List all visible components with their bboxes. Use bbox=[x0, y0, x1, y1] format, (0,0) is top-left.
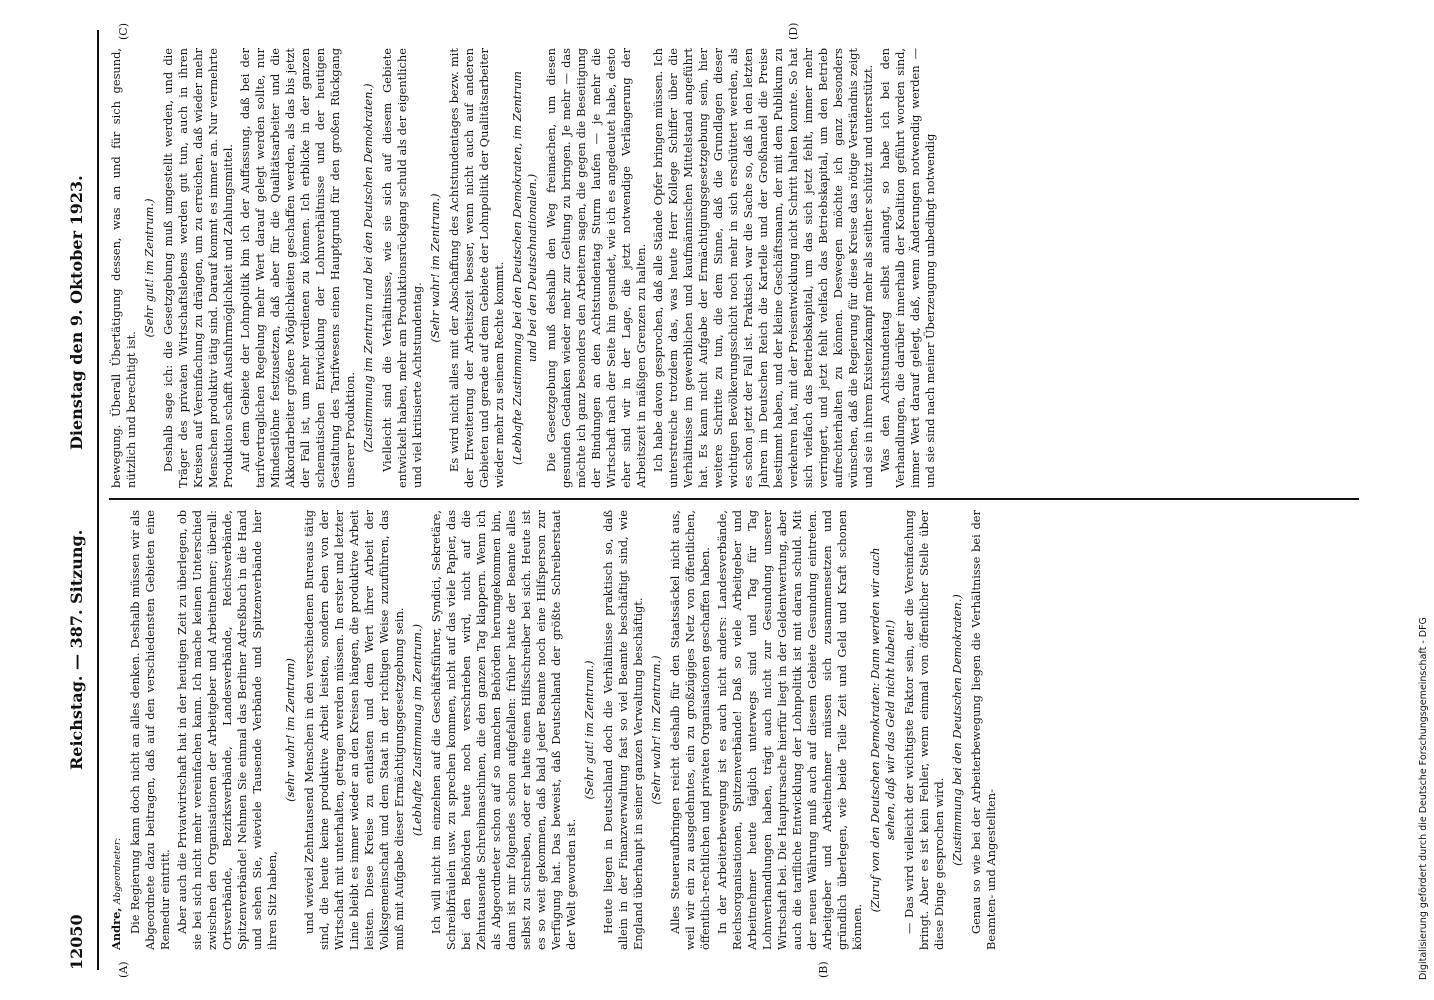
dfg-sidenote: Digitalisierung gefördert durch die Deutsche Forschungsgemeinschaft - DFG bbox=[1418, 617, 1429, 980]
interjection: (Zustimmung bei den Deutschen Demokraten.) bbox=[950, 594, 964, 866]
paragraph: Die Regierung kann doch nicht an alles denken. Deshalb müssen wir als Abgeordnete dazu beitragen, daß auf den verschiedensten Gebieten eine Remedur eintritt. bbox=[128, 510, 172, 950]
interjection: (Zustimmung im Zentrum und bei den Deutschen Demokraten.) bbox=[361, 83, 375, 453]
interjection: (Sehr wahr! im Zentrum.) bbox=[428, 193, 442, 343]
paragraph: Was den Achtstundentag selbst anlangt, so habe ich bei den Verhandlungen, die darüber innerhalb der Koalition geführt worden sind, immer Wert darauf gelegt, daß, wenn Änderungen notwendig werden — und sie sind nach meiner Überzeugung unbedingt notwendig bbox=[878, 48, 937, 488]
paragraph: Auf dem Gebiete der Lohnpolitik bin ich der Auffassung, daß bei der tarifvertraglichen Regelung mehr Wert darauf gelegt werden sollte, nur Mindestlöhne festzusetzen, daß aber für die Qualitätsarbeiter und die Akkordarbeiter größere Möglichkeiten geschaffen werden, als das bis jetzt der Fall ist, um mehr verdienen zu können. Ich erblicke in der ganzen schematischen Entwicklung der Lohnverhältnisse und der heutigen Gestaltung des Tarifwesens einen Hauptgrund für den großen Rückgang unserer Produktion. bbox=[238, 48, 357, 488]
paragraph: und wieviel Zehntausend Menschen in den verschiedenen Bureaus tätig sind, die heute keine produktive Arbeit leisten, sondern eben von der Wirtschaft mit unterhalten, getragen werden müssen. In erster und letzter Linie bleibt es immer wieder an den Kreisen hängen, die produktive Arbeit leisten. Diese Kreise zu entlasten und dem Wert ihrer Arbeit der Volksgemeinschaft und dem Staat in der richtigen Weise zuzuführen, das muß mit Aufgabe dieser Ermächtigungsgesetzgebung sein. bbox=[302, 510, 406, 950]
margin-mark-c: (C) bbox=[117, 23, 130, 40]
rotated-document-page bbox=[57, 22, 1377, 978]
speaker-name: Andre, bbox=[109, 907, 123, 950]
page-header bbox=[57, 30, 99, 970]
interjection: (Sehr gut! im Zentrum.) bbox=[582, 660, 596, 800]
margin-mark-b: (B) bbox=[817, 961, 830, 978]
speaker-note: Abgeordneter: bbox=[113, 837, 123, 905]
interjection: (Zuruf von den Deutschen Demokraten: Dann werden wir auch sehen, daß wir das Geld nicht haben!) bbox=[868, 547, 897, 913]
interjection: (Sehr wahr! im Zentrum.) bbox=[649, 655, 663, 805]
paragraph: Die Gesetzgebung muß deshalb den Weg freimachen, um diesen gesunden Gedanken wieder mehr zur Geltung zu bringen. Je mehr — das möchte ich ganz besonders den Arbeitern sagen, die gegen die Beseitigung der Bindungen an den Achtstundentag Sturm laufen — je mehr die Wirtschaft nach der Seite hin gesundet, wie ich es angedeutet habe, desto eher sind wir in der Lage, die jetzt notwendige Verlängerung der Arbeitszeit in mäßigen Grenzen zu halten. bbox=[544, 48, 648, 488]
header-date: Dienstag den 9. Oktober 1923. bbox=[67, 175, 86, 450]
paragraph: Alles Steueraufbringen reicht deshalb für den Staatssäckel nicht aus, weil wir ein zu ausgedehntes, ein zu großzügiges Netz von öffentlichen, öffentlich-rechtlichen und privaten Organisationen geschaffen haben. bbox=[668, 510, 712, 950]
interjection: (Lebhafte Zustimmung im Zentrum.) bbox=[410, 623, 424, 837]
paragraph: Es wird nicht alles mit der Abschaffung des Achtstundentages bezw. mit der Erweiterung der Arbeitszeit besser, wenn nicht auch auf anderen Gebieten und gerade auf dem Gebiete der Lohnpolitik der Qualitätsarbeiter wieder mehr zu seinem Rechte kommt. bbox=[447, 48, 506, 488]
interjection: (sehr wahr! im Zentrum) bbox=[283, 658, 297, 802]
paragraph: bewegung. Überall Übertätigung dessen, was an und für sich gesund, nützlich und berechtigt ist. bbox=[109, 48, 138, 488]
interjection: (Sehr gut! im Zentrum.) bbox=[142, 198, 156, 338]
header-title: Reichstag. — 387. Sitzung. bbox=[67, 529, 86, 770]
paragraph: Vielleicht sind die Verhältnisse, wie sie sich auf diesem Gebiete entwickelt haben, mehr am Produktionsrückgang schuld als der eigentliche und viel kritisierte Achtstundentag. bbox=[380, 48, 424, 488]
margin-mark-a: (A) bbox=[117, 961, 130, 978]
paragraph: In der Arbeiterbewegung ist es auch nicht anders: Landesverbände, Reichsorganisationen, Spitzenverbände! Daß so viele Arbeitgeber und Arbeitnehmer heute täglich unterwegs sind und Tag für Tag Lohnverhandlungen haben, trägt auch nicht zur Gesundung unserer Wirtschaft bei. Die Hauptursache hierfür liegt in der Geldentwertung, aber auch die tarifliche Entwicklung der Lohnpolitik ist mit daran schuld. Mit der neuen Währung muß auch auf diesem Gebiete Gesundung eintreten. Arbeitgeber und Arbeitnehmer müssen sich zusammensetzen und gründlich überlegen, wie beide Teile Zeit und Geld und Kraft schonen können. bbox=[715, 510, 864, 950]
interjection: (Lebhafte Zustimmung bei den Deutschen Demokraten, im Zentrum und bei den Deutschnationalen.) bbox=[510, 71, 539, 465]
paragraph: Genau so wie bei der Arbeiterbewegung liegen die Verhältnisse bei der Beamten- und Angestellten- bbox=[969, 510, 998, 950]
speaker-line bbox=[109, 510, 126, 950]
column-divider bbox=[109, 499, 1359, 501]
paragraph: Deshalb sage ich: die Gesetzgebung muß umgestellt werden, und die Träger des privaten Wirtschaftslebens werden gut tun, auch in ihren Kreisen auf Vereinfachung zu drängen, um zu erreichen, daß wieder mehr Menschen produktiv tätig sind. Darauf kommt es immer an. Nur vermehrte Produktion schafft Ausfuhrmöglichkeit und Zahlungsmittel. bbox=[161, 48, 235, 488]
page-number: 12050 bbox=[67, 914, 86, 970]
paragraph: Ich habe davon gesprochen, daß alle Stände Opfer bringen müssen. Ich unterstreiche trotzdem das, was heute Herr Kollege Schiffer über die Verhältnisse im gewerblichen und kaufmännischen Mittelstand angeführt hat. Es kann nicht Aufgabe der Ermächtigungsgesetzgebung sein, hier weitere Schritte zu tun, die dem Sinne, daß die Grundlagen dieser wichtigen Bevölkerungsschicht noch mehr in sich erschüttert werden, als es schon jetzt der Fall ist. Praktisch war die Sache so, daß in den letzten Jahren im Deutschen Reich die Kartelle und der Großhandel die Preise bestimmt haben, und der kleine Geschäftsmann, der mit dem Publikum zu verkehren hat, mit der Preisentwicklung nicht Schritt halten konnte. So hat sich vielfach das Betriebskapital, um das sich jetzt fehlt, immer mehr verringert, und jetzt fehlt vielfach das Betriebskapital, um den Betrieb aufrechterhalten zu können. Deswegen möchte ich ganz besonders wünschen, daß die Regierung für diese Kreise das nötige Verständnis zeigt und sie in ihrem Existenzkampf mehr als seither schützt und unterstützt. bbox=[651, 48, 875, 488]
paragraph: Aber auch die Privatwirtschaft hat in der heutigen Zeit zu überlegen, ob sie bei sich nicht mehr vereinfachen kann. Ich mache keinen Unterschied zwischen den Organisationen der Arbeitgeber und Arbeitnehmer; überall: Ortsverbände, Bezirksverbände, Landesverbände, Reichsverbände, Spitzenverbände! Nehmen Sie einmal das Berliner Adreßbuch in die Hand und sehen Sie, wieviele Tausende Verbände und Spitzenverbände hier ihren Sitz haben, bbox=[175, 510, 279, 950]
paragraph: — Das wird vielleicht der wichtigste Faktor sein, der die Vereinfachung bringt. Aber es ist kein Fehler, wenn einmal von öffentlicher Stelle über diese Dinge gesprochen wird. bbox=[902, 510, 946, 950]
right-column bbox=[109, 48, 1359, 488]
paragraph: Ich will nicht im einzelnen auf die Geschäftsführer, Syndici, Sekretäre, Schreibfräulein usw. zu sprechen kommen, nicht auf das viele Papier, das bei den Behörden heute noch verschrieben wird, nicht auf die Zehntausende Schreibmaschinen, die den ganzen Tag klappern. Wenn ich als Abgeordneter schon auf so manchen Behörden herumgekommen bin, dann ist mir folgendes schon aufgefallen: früher hatte der Beamte alles selbst zu schreiben, oder er hatte einen Hilfsschreiber bei sich. Heute ist es so weit gekommen, daß bald jeder Beamte noch eine Hilfsperson zur Verfügung hat. Das beweist, daß Deutschland der größte Schreiberstaat der Welt geworden ist. bbox=[429, 510, 578, 950]
left-column bbox=[109, 510, 1359, 950]
paragraph: Heute liegen in Deutschland doch die Verhältnisse praktisch so, daß allein in der Finanzverwaltung fast so viel Beamte beschäftigt sind, wie England überhaupt in seiner ganzen Verwaltung beschäftigt. bbox=[601, 510, 645, 950]
margin-mark-d: (D) bbox=[787, 22, 800, 40]
